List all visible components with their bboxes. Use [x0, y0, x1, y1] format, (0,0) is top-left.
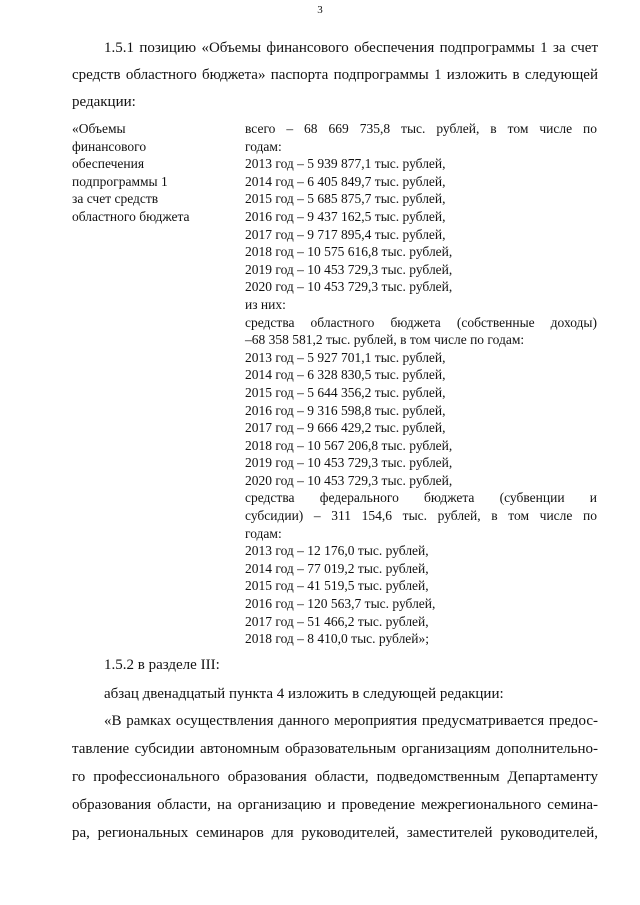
- funding-label: [72, 120, 232, 226]
- value-line: 2019 год – 10 453 729,3 тыс. рублей,: [245, 455, 453, 471]
- page-number: 3: [317, 4, 323, 16]
- value-line: 2017 год – 51 466,2 тыс. рублей,: [245, 613, 429, 629]
- quote-line: тавление субсидии автономным образовательным организациям дополнительно-: [72, 741, 598, 757]
- value-line: 2015 год – 41 519,5 тыс. рублей,: [245, 578, 429, 594]
- value-line: 2016 год – 9 316 598,8 тыс. рублей,: [245, 402, 446, 418]
- label-line: за счет средств: [72, 191, 159, 207]
- value-line: 2018 год – 10 575 616,8 тыс. рублей,: [245, 244, 453, 260]
- value-line: 2017 год – 9 666 429,2 тыс. рублей,: [245, 420, 446, 436]
- quote-line: образования области, на организацию и проведение межрегионального семина-: [72, 797, 598, 813]
- section-1-5-2: 1.5.2 в разделе III:: [104, 657, 220, 673]
- intro-line-2: средств областного бюджета» паспорта подпрограммы 1 изложить в следующей: [72, 67, 598, 83]
- value-line: 2019 год – 10 453 729,3 тыс. рублей,: [245, 261, 453, 277]
- label-line: «Объемы: [72, 121, 126, 136]
- quote-line: го профессионального образования области, подведомственным Департаменту: [72, 769, 598, 785]
- value-line: 2014 год – 6 405 849,7 тыс. рублей,: [245, 173, 446, 189]
- value-line: 2013 год – 12 176,0 тыс. рублей,: [245, 543, 429, 559]
- value-line: 2018 год – 10 567 206,8 тыс. рублей,: [245, 437, 453, 453]
- value-line: 2015 год – 5 644 356,2 тыс. рублей,: [245, 384, 446, 400]
- value-line: субсидии) – 311 154,6 тыс. рублей, в том числе по: [245, 508, 597, 524]
- label-line: областного бюджета: [72, 208, 190, 224]
- quote-line: ра, региональных семинаров для руководителей, заместителей руководителей,: [72, 825, 598, 841]
- value-line: 2014 год – 6 328 830,5 тыс. рублей,: [245, 367, 446, 383]
- value-line: 2017 год – 9 717 895,4 тыс. рублей,: [245, 226, 446, 242]
- intro-line-3: редакции:: [72, 94, 136, 110]
- intro-line-1: 1.5.1 позицию «Объемы финансового обеспечения подпрограммы 1 за счет: [104, 40, 598, 56]
- value-line: 2020 год – 10 453 729,3 тыс. рублей,: [245, 279, 453, 295]
- quote-line: «В рамках осуществления данного мероприятия предусматривается предос-: [104, 713, 598, 729]
- value-line: 2014 год – 77 019,2 тыс. рублей,: [245, 560, 429, 576]
- label-line: финансового: [72, 138, 147, 154]
- label-line: подпрограммы 1: [72, 173, 168, 189]
- value-line: 2016 год – 120 563,7 тыс. рублей,: [245, 596, 436, 612]
- value-line: из них:: [245, 296, 286, 312]
- value-line: средства областного бюджета (собственные доходы): [245, 314, 597, 330]
- value-line: 2020 год – 10 453 729,3 тыс. рублей,: [245, 472, 453, 488]
- label-line: обеспечения: [72, 156, 145, 172]
- abzac-line: абзац двенадцатый пункта 4 изложить в следующей редакции:: [104, 686, 504, 702]
- value-line: 2018 год – 8 410,0 тыс. рублей»;: [245, 631, 430, 647]
- value-line: средства федерального бюджета (субвенции и: [245, 490, 597, 506]
- value-line: 2016 год – 9 437 162,5 тыс. рублей,: [245, 208, 446, 224]
- value-line: –68 358 581,2 тыс. рублей, в том числе по годам:: [245, 332, 525, 348]
- value-line: всего – 68 669 735,8 тыс. рублей, в том числе по: [245, 121, 597, 136]
- value-line: 2013 год – 5 939 877,1 тыс. рублей,: [245, 156, 446, 172]
- value-line: 2013 год – 5 927 701,1 тыс. рублей,: [245, 349, 446, 365]
- funding-values: [245, 120, 597, 648]
- value-line: годам:: [245, 138, 282, 154]
- value-line: 2015 год – 5 685 875,7 тыс. рублей,: [245, 191, 446, 207]
- value-line: годам:: [245, 525, 282, 541]
